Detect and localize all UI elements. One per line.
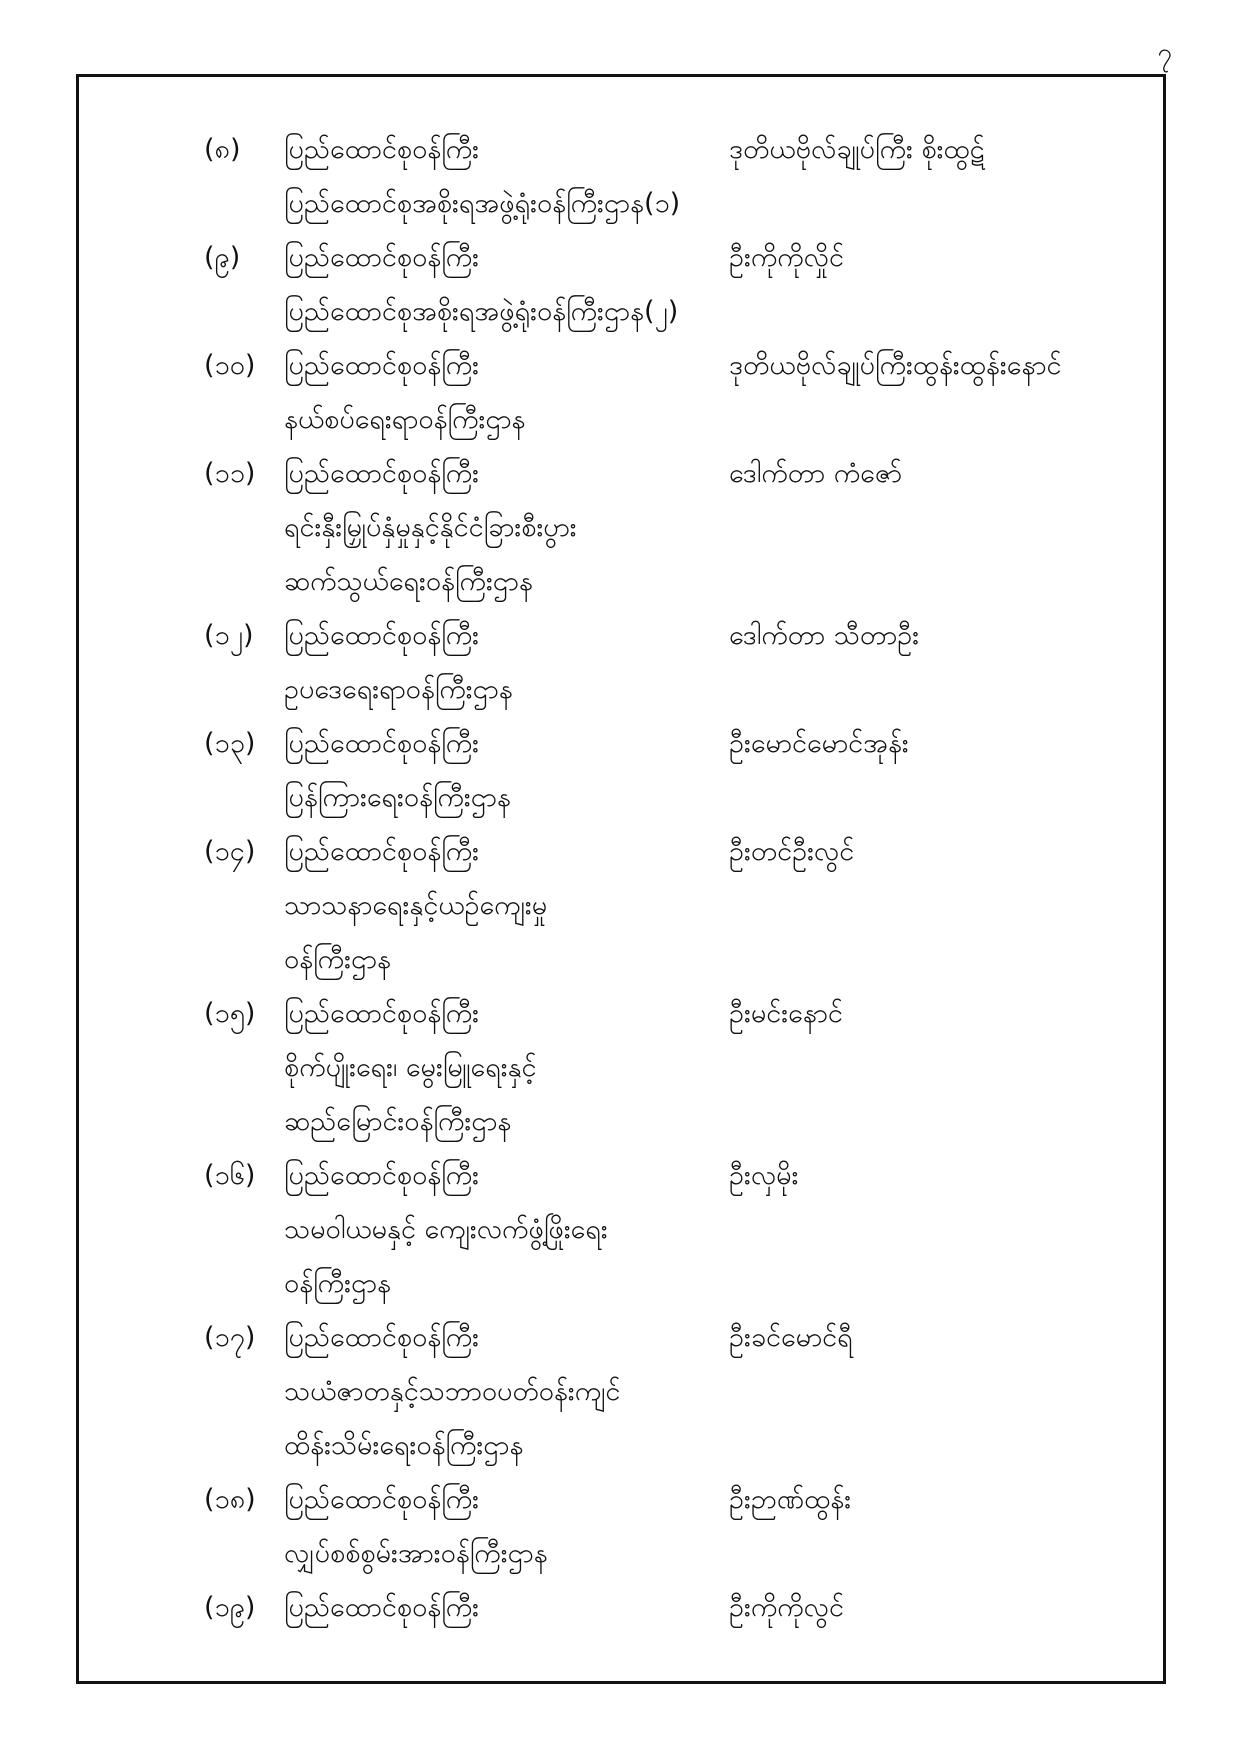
ministry-line [79,285,1163,339]
minister-entry [79,339,1163,393]
ministry-name: ပြည်ထောင်စုအစိုးရအဖွဲ့ရုံးဝန်ကြီးဌာန(၂) [284,296,679,327]
entry-title: ပြည်ထောင်စုဝန်ကြီး [284,1160,480,1191]
ministry-line [79,771,1163,825]
entry-number: (၉) [204,242,241,273]
entry-number: (၁၉) [204,1592,256,1623]
ministry-name: ဥပဒေရေးရာဝန်ကြီးဌာန [284,674,513,705]
ministry-name: လျှပ်စစ်စွမ်းအားဝန်ကြီးဌာန [284,1538,548,1569]
entry-number: (၁၆) [204,1160,256,1191]
minister-entry [79,123,1163,177]
minister-name: ဒုတိယဗိုလ်ချုပ်ကြီး စိုးထွဋ် [729,134,985,165]
entry-number: (၁၁) [204,458,256,489]
ministry-name: ဝန်ကြီးဌာန [284,1268,391,1299]
minister-list [79,123,1163,1635]
ministry-name: ထိန်းသိမ်းရေးဝန်ကြီးဌာန [284,1430,524,1461]
ministry-line [79,501,1163,555]
ministry-line [79,1095,1163,1149]
entry-title: ပြည်ထောင်စုဝန်ကြီး [284,242,480,273]
minister-entry [79,1473,1163,1527]
entry-title: ပြည်ထောင်စုဝန်ကြီး [284,836,480,867]
minister-name: ဦးဉာဏ်ထွန်း [729,1484,852,1515]
ministry-line [79,1041,1163,1095]
minister-entry [79,609,1163,663]
minister-name: ဦးတင်ဦးလွင် [729,836,855,867]
entry-number: (၁၇) [204,1322,256,1353]
minister-entry [79,1149,1163,1203]
minister-entry [79,825,1163,879]
ministry-line [79,177,1163,231]
entry-title: ပြည်ထောင်စုဝန်ကြီး [284,728,480,759]
entry-title: ပြည်ထောင်စုဝန်ကြီး [284,998,480,1029]
entry-title: ပြည်ထောင်စုဝန်ကြီး [284,620,480,651]
page-number: ၇ [1157,38,1172,68]
minister-entry [79,231,1163,285]
entry-number: (၁၅) [204,998,256,1029]
minister-name: ဦးမင်းနောင် [729,998,843,1029]
minister-name: ဦးမောင်မောင်အုန်း [729,728,909,759]
entry-number: (၈) [204,134,241,165]
minister-entry [79,717,1163,771]
ministry-name: ဆက်သွယ်ရေးဝန်ကြီးဌာန [284,566,533,597]
minister-entry [79,447,1163,501]
minister-name: ဒေါက်တာ သီတာဦး [729,620,920,651]
document-frame [76,74,1166,1684]
ministry-name: နယ်စပ်ရေးရာဝန်ကြီးဌာန [284,404,526,435]
minister-name: ဒေါက်တာ ကံဇော် [729,458,902,489]
ministry-line [79,555,1163,609]
ministry-name: သမဝါယမနှင့် ကျေးလက်ဖွံ့ဖြိုးရေး [284,1214,608,1245]
entry-number: (၁၈) [204,1484,256,1515]
ministry-line [79,933,1163,987]
ministry-line [79,663,1163,717]
ministry-line [79,879,1163,933]
entry-title: ပြည်ထောင်စုဝန်ကြီး [284,1592,480,1623]
ministry-line [79,1257,1163,1311]
minister-name: ဦးလှမိုး [729,1160,799,1191]
entry-number: (၁၂) [204,620,254,651]
ministry-name: ဝန်ကြီးဌာန [284,944,391,975]
entry-title: ပြည်ထောင်စုဝန်ကြီး [284,1322,480,1353]
ministry-line [79,1203,1163,1257]
entry-title: ပြည်ထောင်စုဝန်ကြီး [284,1484,480,1515]
ministry-line [79,393,1163,447]
minister-name: ဒုတိယဗိုလ်ချုပ်ကြီးထွန်းထွန်းနောင် [729,350,1062,381]
ministry-name: ဆည်မြောင်းဝန်ကြီးဌာန [284,1106,512,1137]
ministry-name: သယံဇာတနှင့်သဘာဝပတ်ဝန်းကျင် [284,1376,621,1407]
entry-title: ပြည်ထောင်စုဝန်ကြီး [284,458,480,489]
entry-number: (၁၃) [204,728,256,759]
ministry-line [79,1419,1163,1473]
ministry-name: ပြည်ထောင်စုအစိုးရအဖွဲ့ရုံးဝန်ကြီးဌာန(၁) [284,188,681,219]
minister-name: ဦးကိုကိုလှိုင် [729,242,844,273]
ministry-name: သာသနာရေးနှင့်ယဉ်ကျေးမှု [284,890,548,921]
minister-name: ဦးခင်မောင်ရီ [729,1322,853,1353]
entry-number: (၁၄) [204,836,256,867]
minister-name: ဦးကိုကိုလွင် [729,1592,844,1623]
entry-title: ပြည်ထောင်စုဝန်ကြီး [284,350,480,381]
ministry-line [79,1527,1163,1581]
ministry-name: ရင်းနှီးမြှုပ်နှံမှုနှင့်နိုင်ငံခြားစီးပွား [284,512,577,543]
ministry-name: စိုက်ပျိုးရေး၊ မွေးမြူရေးနှင့် [284,1052,537,1083]
ministry-line [79,1365,1163,1419]
minister-entry [79,1581,1163,1635]
entry-title: ပြည်ထောင်စုဝန်ကြီး [284,134,480,165]
ministry-name: ပြန်ကြားရေးဝန်ကြီးဌာန [284,782,511,813]
minister-entry [79,1311,1163,1365]
minister-entry [79,987,1163,1041]
entry-number: (၁၀) [204,350,256,381]
